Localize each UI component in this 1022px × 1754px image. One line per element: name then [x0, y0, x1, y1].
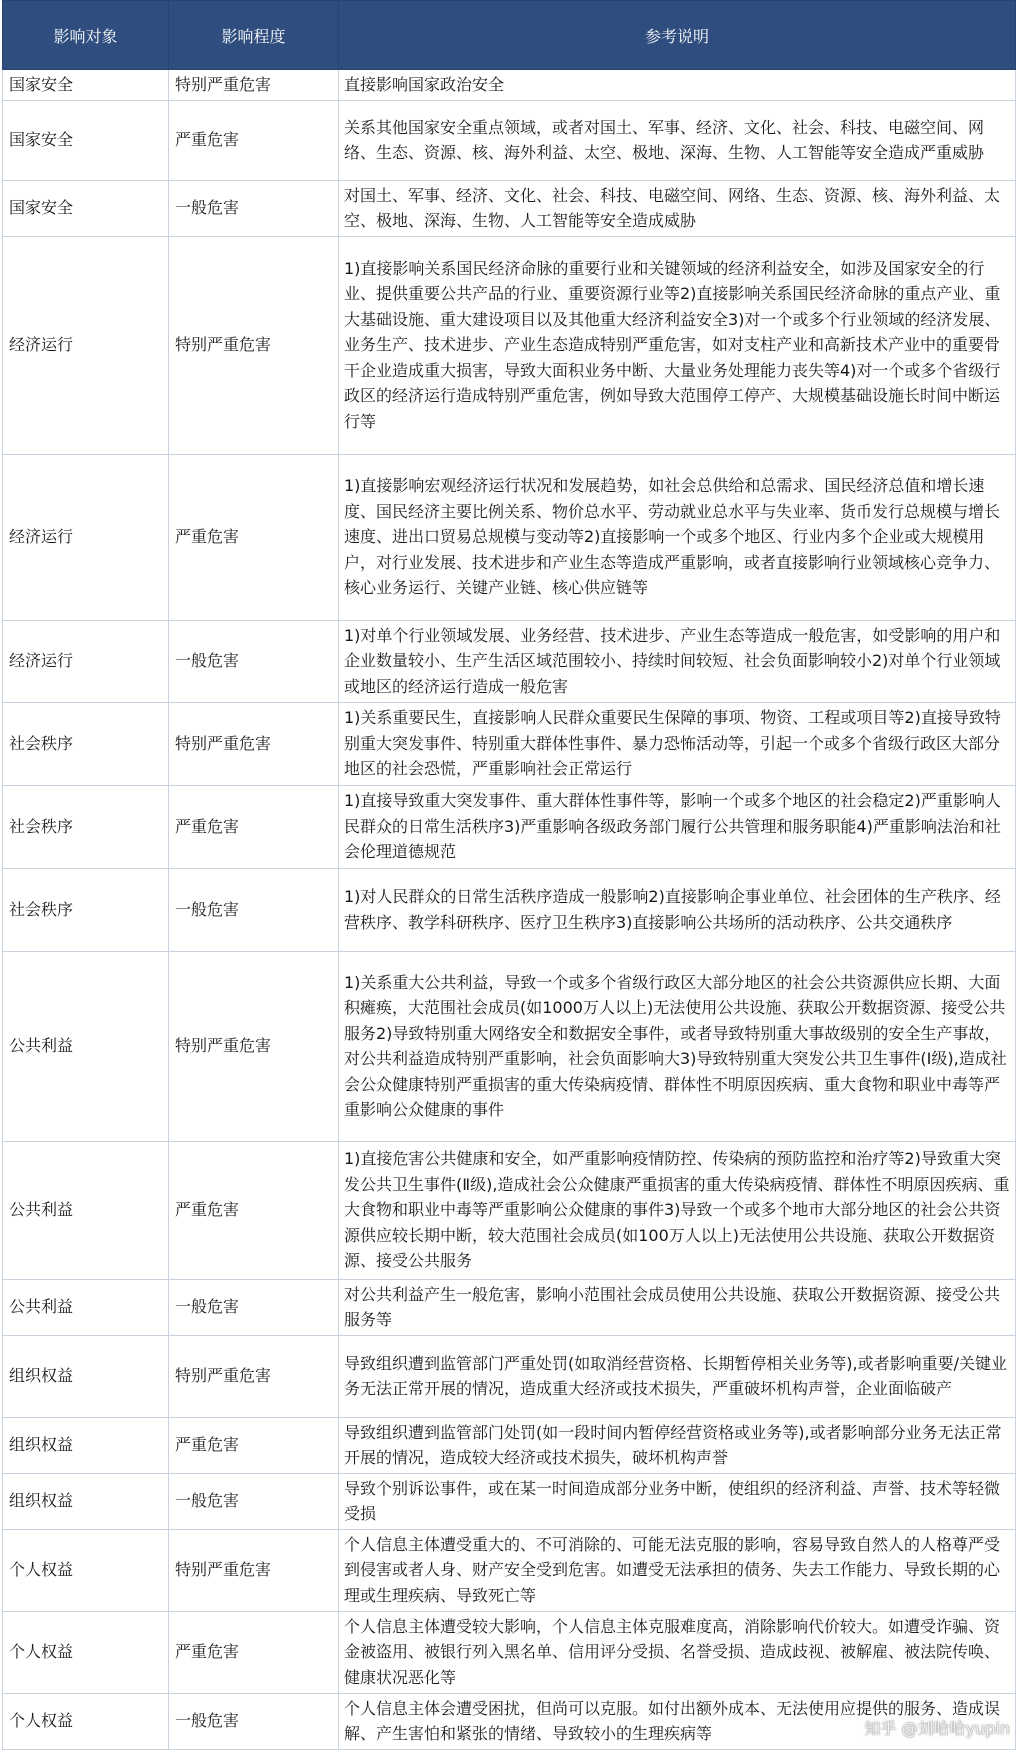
cell-reference-note: 1)直接影响关系国民经济命脉的重要行业和关键领域的经济利益安全，如涉及国家安全的行业、提供重要公共产品的行业、重要资源行业等2)直接影响关系国民经济命脉的重点产业、重大基础设施、重大建设项目以及其他重大经济利益安全3)对一个或多个行业领域的经济发展、业务生产、技术进步、产业生态造成特别严重危害，如对支柱产业和高新技术产业中的重要骨干企业造成重大损害，导致大面积业务中断、大量业务处理能力丧失等4)对一个或多个省级行政区的经济运行造成特别严重危害，例如导致大范围停工停产、大规模基础设施长时间中断运行等: [339, 236, 1016, 454]
cell-impact-level: 严重危害: [169, 100, 339, 180]
cell-reference-note: 关系其他国家安全重点领域，或者对国土、军事、经济、文化、社会、科技、电磁空间、网络、生态、资源、核、海外利益、太空、极地、深海、生物、人工智能等安全造成严重威胁: [339, 100, 1016, 180]
table-row: [3, 100, 1016, 180]
cell-impact-level: 特别严重危害: [169, 1335, 339, 1417]
table-row: [3, 1529, 1016, 1611]
cell-reference-note: 1)直接导致重大突发事件、重大群体性事件等，影响一个或多个地区的社会稳定2)严重影响人民群众的日常生活秩序3)严重影响各级政务部门履行公共管理和服务职能4)严重影响法治和社会伦理道德规范: [339, 785, 1016, 868]
table-row: [3, 620, 1016, 702]
header-reference-note: 参考说明: [339, 1, 1016, 70]
cell-reference-note: 1)对人民群众的日常生活秩序造成一般影响2)直接影响企事业单位、社会团体的生产秩序、经营秩序、教学科研秩序、医疗卫生秩序3)直接影响公共场所的活动秩序、公共交通秩序: [339, 868, 1016, 951]
cell-impact-level: 严重危害: [169, 1141, 339, 1279]
cell-reference-note: 对公共利益产生一般危害，影响小范围社会成员使用公共设施、获取公开数据资源、接受公共服务等: [339, 1279, 1016, 1335]
cell-reference-note: 1)直接影响宏观经济运行状况和发展趋势，如社会总供给和总需求、国民经济总值和增长速度、国民经济主要比例关系、物价总水平、劳动就业总水平与失业率、货币发行总规模与增长速度、进出口贸易总规模与变动等2)直接影响一个或多个地区、行业内多个企业或大规模用户，对行业发展、技术进步和产业生态等造成严重影响，或者直接影响行业领域核心竞争力、核心业务运行、关键产业链、核心供应链等: [339, 454, 1016, 620]
header-row: [3, 1, 1016, 70]
cell-impact-object: 公共利益: [3, 1279, 169, 1335]
cell-reference-note: 个人信息主体遭受较大影响，个人信息主体克服难度高，消除影响代价较大。如遭受诈骗、资金被盗用、被银行列入黑名单、信用评分受损、名誉受损、造成歧视、被解雇、被法院传唤、健康状况恶化等: [339, 1611, 1016, 1693]
cell-impact-level: 特别严重危害: [169, 951, 339, 1141]
table-row: [3, 1693, 1016, 1749]
cell-impact-level: 严重危害: [169, 1417, 339, 1473]
cell-reference-note: 1)关系重要民生，直接影响人民群众重要民生保障的事项、物资、工程或项目等2)直接导致特别重大突发事件、特别重大群体性事件、暴力恐怖活动等，引起一个或多个省级行政区大部分地区的社会恐慌，严重影响社会正常运行: [339, 702, 1016, 785]
cell-impact-object: 经济运行: [3, 236, 169, 454]
header-impact-object: 影响对象: [3, 1, 169, 70]
cell-impact-level: 严重危害: [169, 454, 339, 620]
cell-impact-object: 个人权益: [3, 1693, 169, 1749]
table-row: [3, 868, 1016, 951]
cell-impact-level: 一般危害: [169, 1279, 339, 1335]
table-row: [3, 1473, 1016, 1529]
cell-reference-note: 对国土、军事、经济、文化、社会、科技、电磁空间、网络、生态、资源、核、海外利益、太空、极地、深海、生物、人工智能等安全造成威胁: [339, 180, 1016, 236]
cell-impact-object: 组织权益: [3, 1417, 169, 1473]
cell-impact-object: 公共利益: [3, 951, 169, 1141]
cell-impact-object: 社会秩序: [3, 702, 169, 785]
cell-impact-object: 组织权益: [3, 1335, 169, 1417]
table-row: [3, 1141, 1016, 1279]
cell-reference-note: 导致组织遭到监管部门严重处罚(如取消经营资格、长期暂停相关业务等),或者影响重要/关键业务无法正常开展的情况，造成重大经济或技术损失，严重破坏机构声誉，企业面临破产: [339, 1335, 1016, 1417]
cell-reference-note: 导致个别诉讼事件，或在某一时间造成部分业务中断，使组织的经济利益、声誉、技术等轻微受损: [339, 1473, 1016, 1529]
table-body: [3, 70, 1016, 1750]
cell-reference-note: 个人信息主体遭受重大的、不可消除的、可能无法克服的影响，容易导致自然人的人格尊严受到侵害或者人身、财产安全受到危害。如遭受无法承担的债务、失去工作能力、导致长期的心理或生理疾病、导致死亡等: [339, 1529, 1016, 1611]
header-impact-level: 影响程度: [169, 1, 339, 70]
table-row: [3, 1417, 1016, 1473]
table-row: [3, 180, 1016, 236]
table-row: [3, 70, 1016, 101]
cell-reference-note: 1)直接危害公共健康和安全，如严重影响疫情防控、传染病的预防监控和治疗等2)导致重大突发公共卫生事件(Ⅱ级),造成社会公众健康严重损害的重大传染病疫情、群体性不明原因疾病、重大食物和职业中毒等严重影响公众健康的事件3)导致一个或多个地市大部分地区的社会公共资源供应较长期中断，较大范围社会成员(如100万人以上)无法使用公共设施、获取公开数据资源、接受公共服务: [339, 1141, 1016, 1279]
cell-impact-object: 经济运行: [3, 454, 169, 620]
cell-impact-object: 社会秩序: [3, 785, 169, 868]
cell-impact-object: 个人权益: [3, 1529, 169, 1611]
table-row: [3, 1335, 1016, 1417]
cell-impact-level: 特别严重危害: [169, 236, 339, 454]
cell-impact-level: 严重危害: [169, 785, 339, 868]
cell-impact-object: 个人权益: [3, 1611, 169, 1693]
cell-reference-note: 1)对单个行业领域发展、业务经营、技术进步、产业生态等造成一般危害，如受影响的用户和企业数量较小、生产生活区域范围较小、持续时间较短、社会负面影响较小2)对单个行业领域或地区的经济运行造成一般危害: [339, 620, 1016, 702]
table-header: [3, 1, 1016, 70]
table-row: [3, 454, 1016, 620]
cell-impact-level: 一般危害: [169, 1473, 339, 1529]
table-row: [3, 951, 1016, 1141]
cell-impact-level: 严重危害: [169, 1611, 339, 1693]
cell-impact-level: 一般危害: [169, 180, 339, 236]
table-row: [3, 1611, 1016, 1693]
cell-impact-object: 公共利益: [3, 1141, 169, 1279]
cell-reference-note: 直接影响国家政治安全: [339, 70, 1016, 101]
cell-impact-object: 经济运行: [3, 620, 169, 702]
cell-impact-object: 国家安全: [3, 70, 169, 101]
table-row: [3, 1279, 1016, 1335]
table-row: [3, 785, 1016, 868]
cell-reference-note: 导致组织遭到监管部门处罚(如一段时间内暂停经营资格或业务等),或者影响部分业务无法正常开展的情况，造成较大经济或技术损失，破坏机构声誉: [339, 1417, 1016, 1473]
cell-impact-object: 组织权益: [3, 1473, 169, 1529]
cell-impact-level: 特别严重危害: [169, 1529, 339, 1611]
table-row: [3, 236, 1016, 454]
cell-impact-level: 一般危害: [169, 1693, 339, 1749]
impact-table: [2, 0, 1016, 1750]
cell-impact-object: 国家安全: [3, 100, 169, 180]
cell-reference-note: 个人信息主体会遭受困扰，但尚可以克服。如付出额外成本、无法使用应提供的服务、造成误解、产生害怕和紧张的情绪、导致较小的生理疾病等: [339, 1693, 1016, 1749]
cell-impact-level: 特别严重危害: [169, 70, 339, 101]
cell-impact-level: 一般危害: [169, 868, 339, 951]
table-row: [3, 702, 1016, 785]
cell-impact-object: 国家安全: [3, 180, 169, 236]
cell-reference-note: 1)关系重大公共利益，导致一个或多个省级行政区大部分地区的社会公共资源供应长期、大面积瘫痪，大范围社会成员(如1000万人以上)无法使用公共设施、获取公开数据资源、接受公共服务2)导致特别重大网络安全和数据安全事件，或者导致特别重大事故级别的安全生产事故，对公共利益造成特别严重影响，社会负面影响大3)导致特别重大突发公共卫生事件(Ⅰ级),造成社会公众健康特别严重损害的重大传染病疫情、群体性不明原因疾病、重大食物和职业中毒等严重影响公众健康的事件: [339, 951, 1016, 1141]
cell-impact-level: 一般危害: [169, 620, 339, 702]
cell-impact-level: 特别严重危害: [169, 702, 339, 785]
watermark-text: 知乎 @刘哈哈yupin: [864, 1719, 1010, 1738]
cell-impact-object: 社会秩序: [3, 868, 169, 951]
